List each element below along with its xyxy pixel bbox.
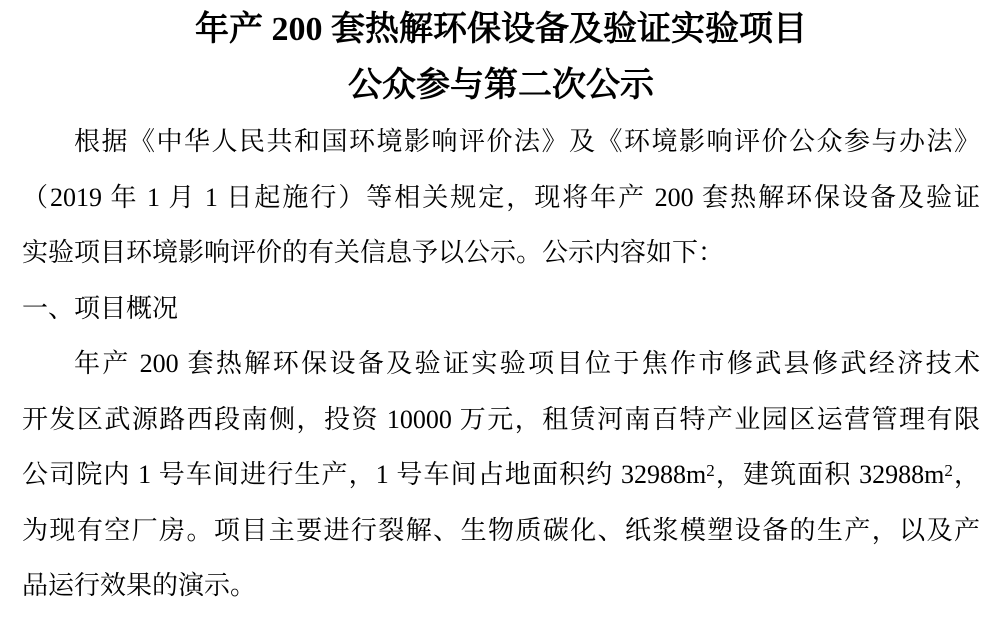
overview-text-segment: ，建筑面积 32988m <box>714 460 945 489</box>
document-body <box>22 114 980 614</box>
square-meter-superscript: 2 <box>706 461 715 480</box>
overview-paragraph-line-4: 为现有空厂房。项目主要进行裂解、生物质碳化、纸浆模塑设备的生产，以及产 <box>22 515 980 545</box>
intro-paragraph-line-1: 根据《中华人民共和国环境影响评价法》及《环境影响评价公众参与办法》 <box>74 127 980 156</box>
document-title <box>22 2 980 114</box>
overview-paragraph-line-1: 年产 200 套热解环保设备及验证实验项目位于焦作市修武县修武经济技术 <box>74 349 980 378</box>
section-1-heading: 一、项目概况 <box>22 293 179 323</box>
overview-paragraph-line-2: 开发区武源路西段南侧，投资 10000 万元，租赁河南百特产业园区运营管理有限 <box>22 404 980 434</box>
overview-text-segment: ， <box>952 460 980 489</box>
overview-text-segment: 公司院内 1 号车间进行生产，1 号车间占地面积约 32988m <box>22 460 707 489</box>
title-line-2: 公众参与第二次公示 <box>348 67 654 104</box>
intro-paragraph-line-2: （2019 年 1 月 1 日起施行）等相关规定，现将年产 200 套热解环保设备及验证 <box>22 182 980 212</box>
intro-paragraph-line-3: 实验项目环境影响评价的有关信息予以公示。公示内容如下： <box>22 238 725 267</box>
overview-paragraph-line-3 <box>22 447 980 503</box>
overview-paragraph-line-5: 品运行效果的演示。 <box>22 571 257 600</box>
title-line-1: 年产 200 套热解环保设备及验证实验项目 <box>195 11 807 48</box>
square-meter-superscript: 2 <box>944 461 953 480</box>
